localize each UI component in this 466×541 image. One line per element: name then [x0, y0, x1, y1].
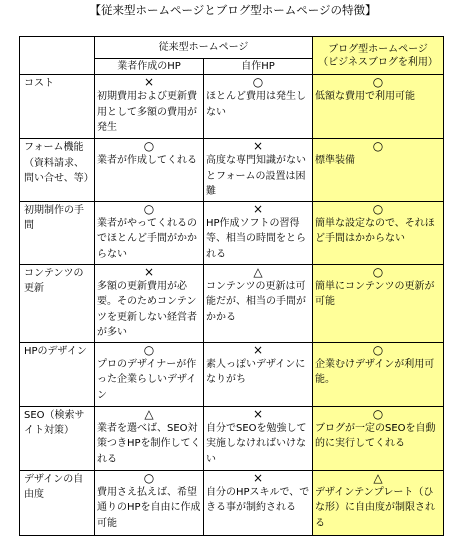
cell-text: 業者が作成してくれる	[97, 155, 197, 166]
comparison-table	[19, 36, 444, 536]
rating-mark: △	[144, 406, 154, 421]
rating-mark: ×	[143, 264, 155, 279]
header-self: 自作HP	[204, 59, 313, 75]
blog-cell	[313, 75, 444, 139]
table-row	[20, 264, 444, 342]
blog-cell	[313, 342, 444, 406]
blog-cell	[313, 264, 444, 342]
row-label: コンテンツの更新	[20, 264, 95, 342]
header-traditional: 従来型ホームページ	[95, 37, 313, 59]
cell-text: コンテンツの更新は可能だが、相当の手間がかかる	[206, 280, 306, 323]
rating-mark: ×	[252, 139, 264, 153]
table-title: 【従来型ホームページとブログ型ホームページの特徴】	[89, 3, 377, 17]
table-row	[20, 342, 444, 406]
cell-text: 自分でSEOを勉強して実施しなければいけない	[206, 422, 307, 465]
header-blog-text: ブログ型ホームページ （ビジネスブログを利用）	[318, 43, 438, 68]
corner-cell	[20, 37, 95, 75]
cell-text: ブログが一定のSEOを自動的に実行してくれる	[315, 422, 436, 449]
table-row	[20, 470, 444, 535]
rating-mark: ○	[372, 406, 384, 421]
cell-text: 企業むけデザインが利用可能。	[315, 358, 435, 385]
self-cell	[204, 264, 313, 342]
self-cell	[204, 470, 313, 535]
blog-cell	[313, 470, 444, 535]
table-row	[20, 75, 444, 139]
row-label: デザインの自由度	[20, 470, 95, 535]
rating-mark: ×	[252, 342, 264, 357]
rating-mark: ×	[252, 470, 264, 485]
rating-mark: ○	[372, 75, 384, 89]
row-label: フォーム機能（資料請求、問い合せ、等）	[20, 139, 95, 202]
vendor-cell	[95, 139, 204, 202]
table-row	[20, 406, 444, 470]
rating-mark: ○	[143, 139, 155, 153]
cell-text: 業者を選べば、SEO対策つきHPを制作してくれる	[97, 422, 201, 465]
cell-text: 自分のHPスキルで、できる事が制約される	[206, 486, 310, 513]
cell-text: 標準装備	[315, 155, 355, 166]
cell-text: 初期費用および更新費用として多額の費用が発生	[97, 91, 197, 133]
cell-text: HP作成ソフトの習得等、相当の時間をとられる	[206, 217, 306, 260]
rating-mark: ○	[143, 470, 155, 485]
rating-mark: ○	[143, 342, 155, 357]
rating-mark: ○	[143, 201, 155, 216]
cell-text: 費用さえ払えば、希望通りのHPを自由に作成可能	[97, 486, 201, 529]
rating-mark: ×	[252, 201, 264, 216]
cell-text: 簡単にコンテンツの更新が可能	[315, 280, 435, 307]
blog-cell	[313, 201, 444, 264]
self-cell	[204, 139, 313, 202]
blog-cell	[313, 406, 444, 470]
table-row	[20, 201, 444, 264]
cell-text: ほとんど費用は発生しない	[206, 91, 306, 118]
cell-text: 低額な費用で利用可能	[315, 91, 415, 102]
row-label: コスト	[20, 75, 95, 139]
header-vendor: 業者作成のHP	[95, 59, 204, 75]
rating-mark: ○	[372, 264, 384, 279]
cell-text: 高度な専門知識がないとフォームの設置は困難	[206, 155, 306, 197]
self-cell	[204, 75, 313, 139]
cell-text: デザインテンプレート（ひな形）に自由度が制限される	[315, 486, 435, 529]
cell-text: 業者がやってくれるのでほとんど手間がかからない	[97, 217, 197, 260]
rating-mark: ○	[372, 201, 384, 216]
rating-mark: ×	[143, 75, 155, 89]
vendor-cell	[95, 201, 204, 264]
vendor-cell	[95, 264, 204, 342]
vendor-cell	[95, 406, 204, 470]
vendor-cell	[95, 342, 204, 406]
rating-mark: ○	[372, 139, 384, 153]
rating-mark: ○	[372, 342, 384, 357]
self-cell	[204, 201, 313, 264]
self-cell	[204, 406, 313, 470]
rating-mark: △	[373, 470, 383, 485]
cell-text: 簡単な設定なので、それほど手間はかからない	[315, 217, 435, 244]
cell-text: 多額の更新費用が必要。そのためコンテンツを更新しない経営者が多い	[97, 280, 197, 338]
rating-mark: ○	[252, 75, 264, 89]
cell-text: 素人っぽいデザインになりがち	[206, 358, 306, 385]
vendor-cell	[95, 470, 204, 535]
rating-mark: ×	[252, 406, 264, 421]
self-cell	[204, 342, 313, 406]
blog-cell	[313, 139, 444, 202]
row-label: HPのデザイン	[20, 342, 95, 406]
table-row	[20, 139, 444, 202]
row-label: SEO（検索サイト対策）	[20, 406, 95, 470]
rating-mark: △	[253, 264, 263, 279]
row-label: 初期制作の手間	[20, 201, 95, 264]
cell-text: プロのデザイナーが作った企業らしいデザイン	[97, 358, 197, 401]
vendor-cell	[95, 75, 204, 139]
header-blog	[313, 37, 444, 75]
